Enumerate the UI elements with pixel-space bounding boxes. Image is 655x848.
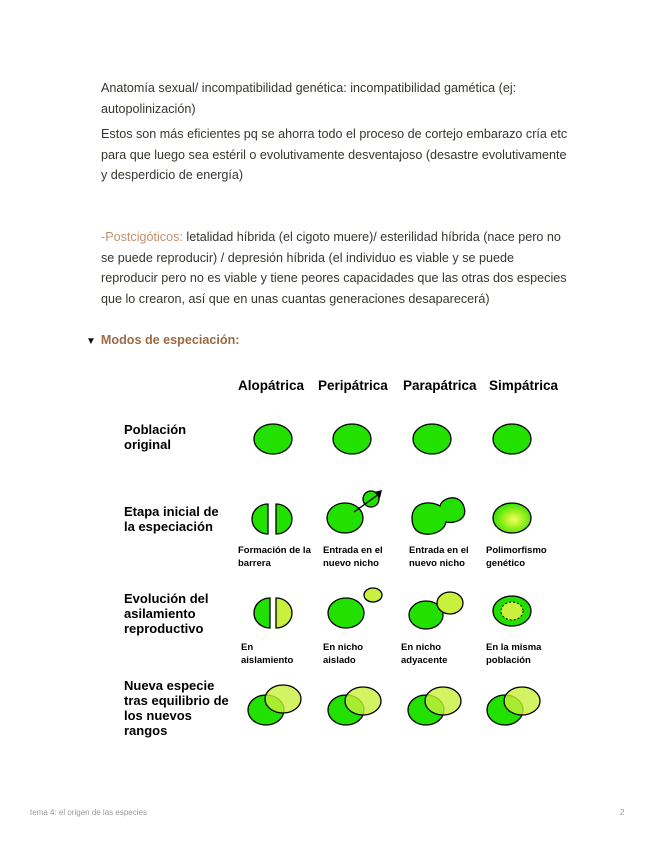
caption-in-isolation: En aislamiento bbox=[241, 642, 294, 666]
postzygotic-term: -Postcigóticos: bbox=[101, 230, 183, 244]
caption-peripatric-niche-entry: Entrada en el nuevo nicho bbox=[323, 545, 383, 569]
caption-isolated-niche: En nicho aislado bbox=[323, 642, 364, 666]
caption-adjacent-niche: En nicho adyacente bbox=[401, 642, 448, 666]
footer-title: tema 4: el origen de las especies bbox=[30, 808, 147, 817]
peripatric-isolated-niche bbox=[328, 588, 382, 628]
paragraph-gametic-incompatibility: Anatomía sexual/ incompatibilidad genética: incompatibilidad gamética (ej: autopolinización) bbox=[101, 81, 517, 116]
peripatric-new-species bbox=[328, 687, 381, 725]
toggle-label: Modos de especiación: bbox=[100, 333, 240, 347]
speciation-figure bbox=[108, 368, 578, 753]
parapatric-original-population bbox=[413, 424, 451, 454]
column-sympatric: Simpátrica bbox=[489, 378, 559, 393]
allopatric-isolation bbox=[254, 598, 292, 628]
toggle-modos-especiacion[interactable] bbox=[86, 330, 239, 352]
row-label-new-species: Nueva especie tras equilibrio de los nuevos rangos bbox=[124, 678, 229, 738]
peripatric-original-population bbox=[333, 424, 371, 454]
caption-same-population: En la misma población bbox=[486, 642, 542, 666]
sympatric-same-population bbox=[493, 596, 531, 626]
allopatric-new-species bbox=[248, 685, 301, 725]
parapatric-adjacent-niche bbox=[409, 592, 463, 629]
parapatric-niche-entry bbox=[412, 498, 465, 534]
column-peripatric: Peripátrica bbox=[318, 378, 388, 393]
row-label-initial-stage: Etapa inicial de la especiación bbox=[124, 504, 219, 534]
allopatric-barrier-formation bbox=[252, 504, 292, 534]
sympatric-new-species bbox=[487, 687, 540, 725]
column-allopatric: Alopátrica bbox=[238, 378, 305, 393]
parapatric-new-species bbox=[408, 687, 461, 725]
sympatric-polymorphism bbox=[493, 503, 531, 533]
toggle-arrow-icon[interactable]: ▼ bbox=[86, 336, 96, 347]
row-label-original: Población original bbox=[124, 422, 187, 452]
footer-page-number: 2 bbox=[620, 808, 625, 817]
row-reproductive-isolation bbox=[254, 588, 531, 629]
caption-polymorphism: Polimorfismo genético bbox=[486, 545, 547, 569]
row-new-species bbox=[248, 685, 540, 725]
column-parapatric: Parapátrica bbox=[403, 378, 477, 393]
peripatric-niche-entry bbox=[327, 490, 382, 533]
allopatric-original-population bbox=[254, 424, 292, 454]
caption-parapatric-niche-entry: Entrada en el nuevo nicho bbox=[409, 545, 469, 569]
sympatric-original-population bbox=[493, 424, 531, 454]
row-original-population bbox=[254, 424, 531, 454]
row-initial-stage bbox=[252, 490, 531, 534]
paragraph-postzygotic bbox=[101, 227, 571, 309]
postzygotic-description: letalidad híbrida (el cigoto muere)/ esterilidad híbrida (nace pero no se puede reproducir) / depresión híbrida (el individuo es viable y se puede reproducir pero no es viable y tiene peores capacidades que las otras dos especies que lo crearon, así que en unas cuantas generaciones desaparecerá) bbox=[101, 230, 567, 306]
caption-barrier-formation: Formación de la barrera bbox=[238, 545, 311, 569]
row-label-isolation: Evolución del asilamiento reproductivo bbox=[124, 591, 209, 636]
paragraph-prezygotic-efficiency: Estos son más eficientes pq se ahorra todo el proceso de cortejo embarazo cría etc para que luego sea estéril o evolutivamente desventajoso (desastre evolutivamente y desperdicio de energía) bbox=[101, 127, 568, 182]
